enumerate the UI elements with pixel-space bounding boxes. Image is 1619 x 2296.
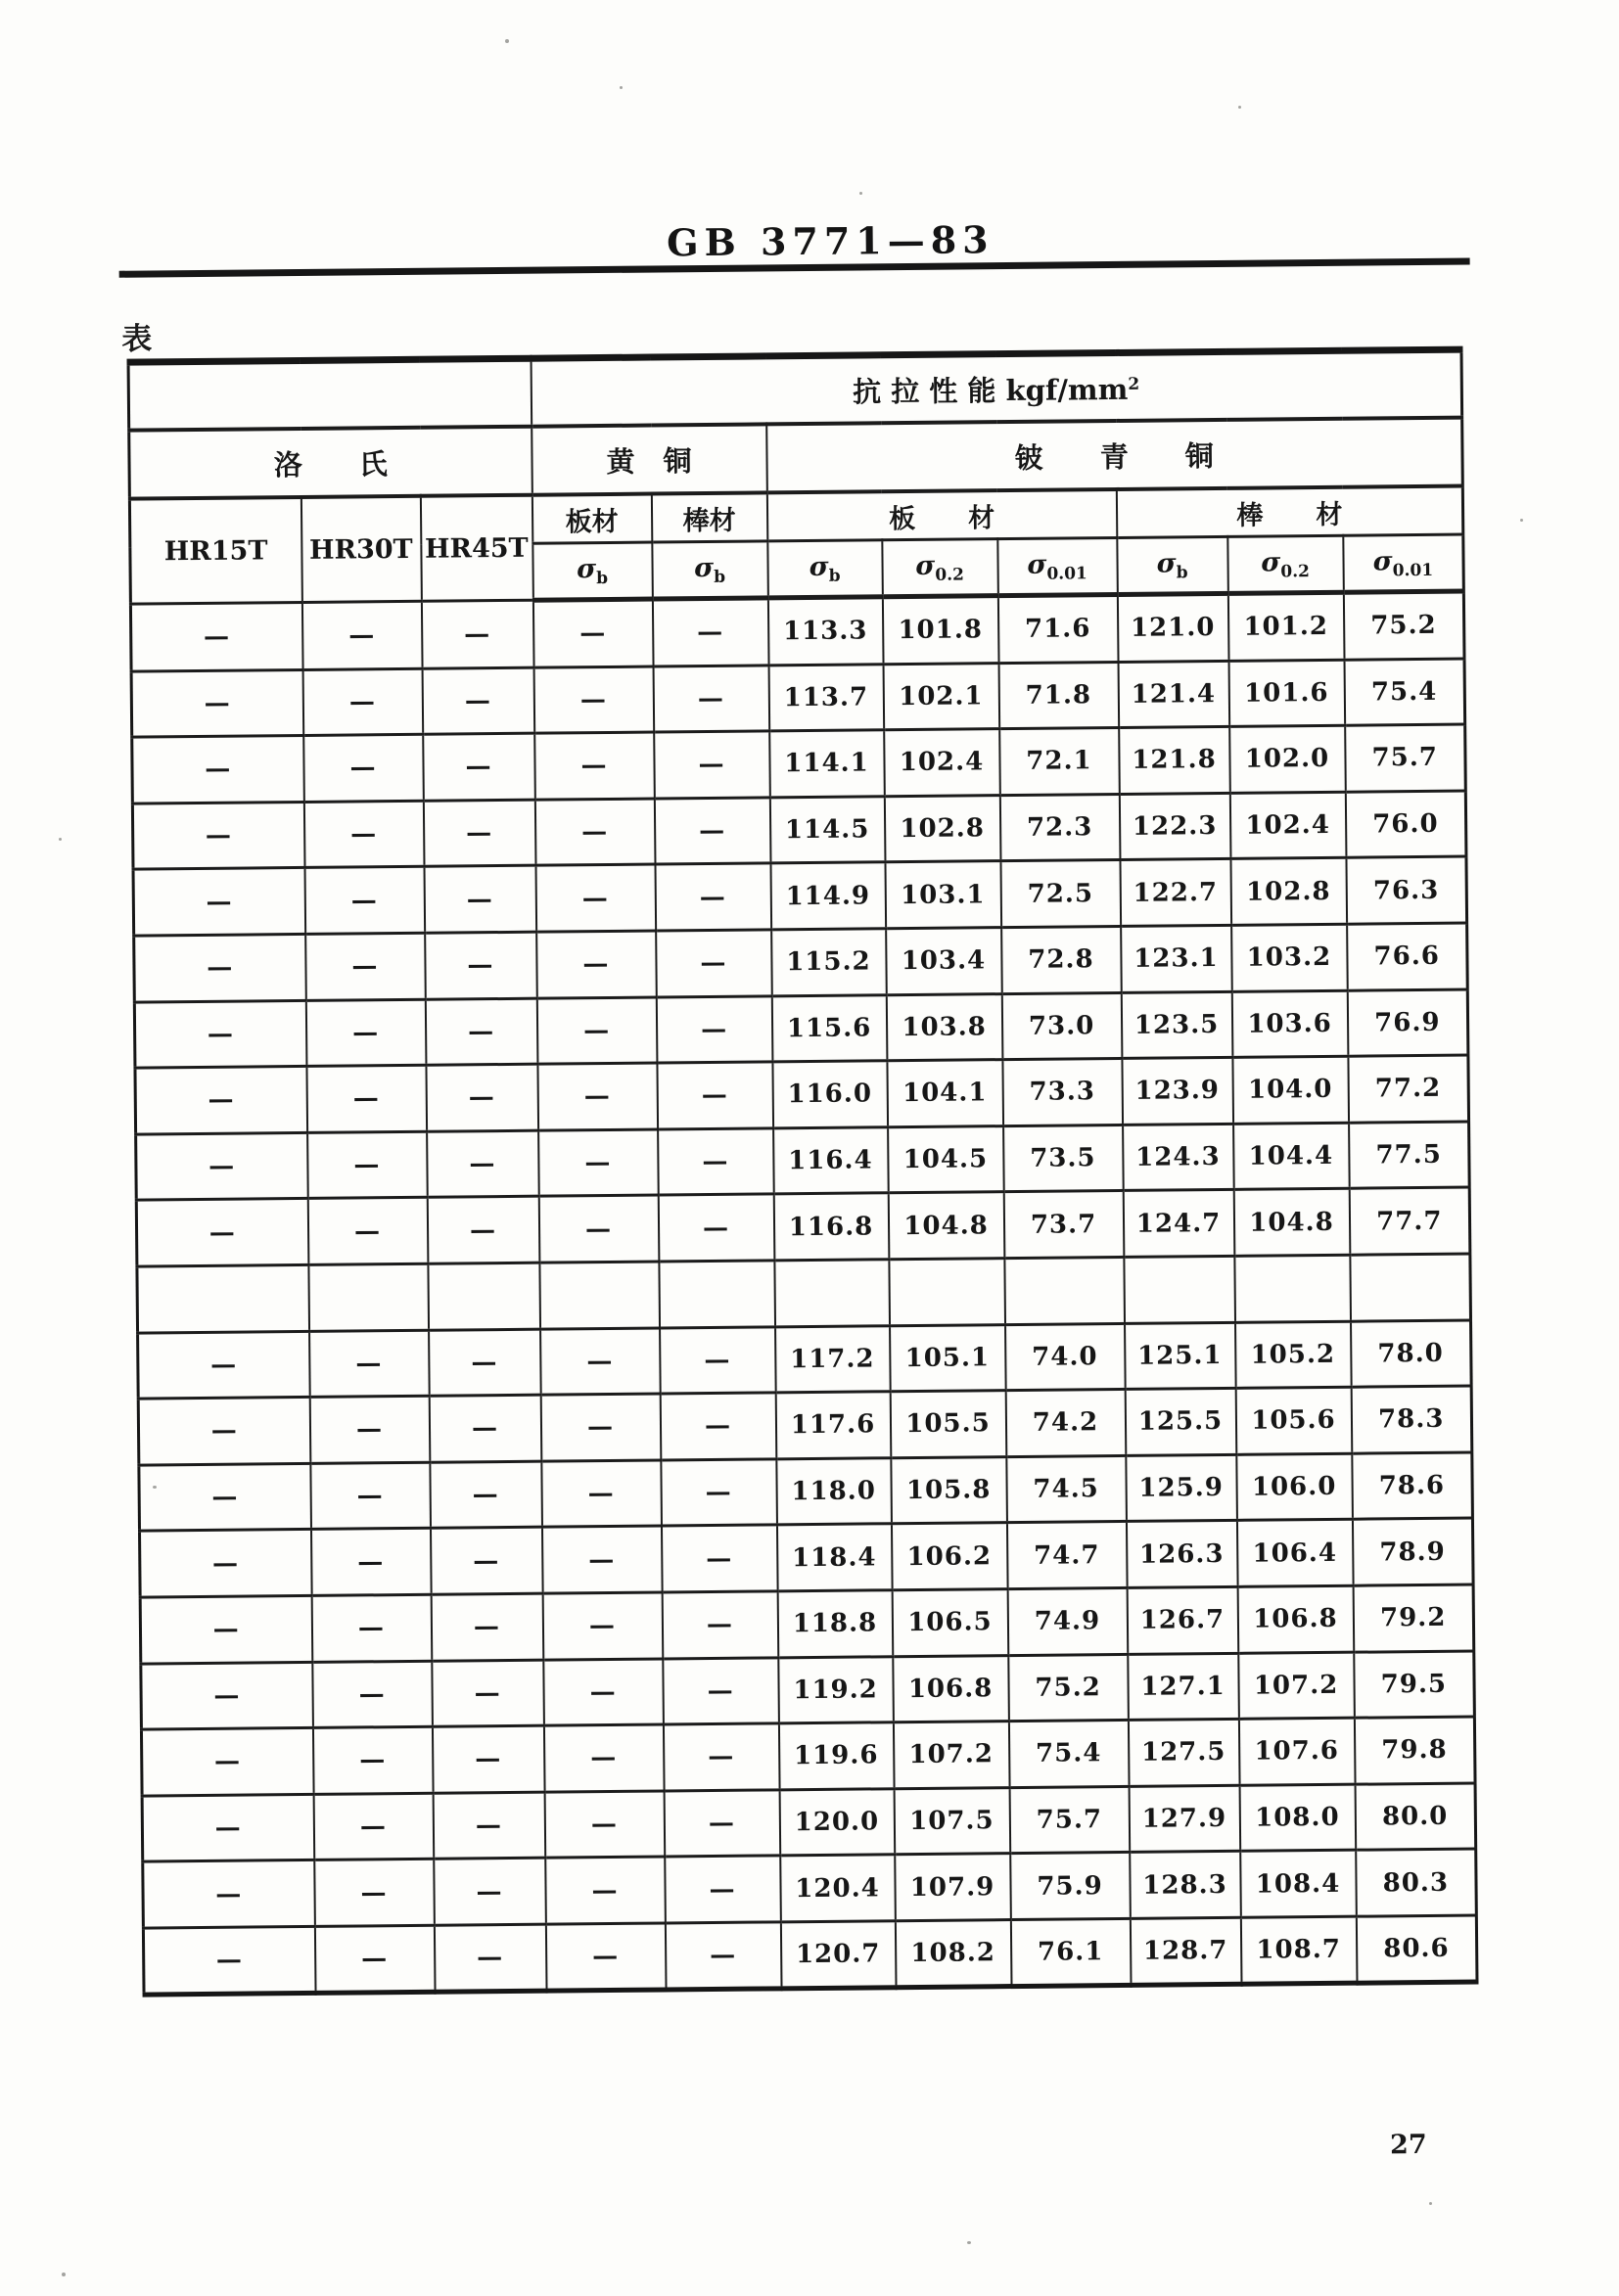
table-cell: —: [541, 1460, 662, 1528]
table-cell: 74.9: [1007, 1587, 1128, 1655]
table-cell: —: [131, 669, 303, 737]
table-cell: 123.1: [1121, 925, 1232, 992]
scan-speckle: [59, 838, 62, 841]
table-cell: 105.1: [890, 1324, 1006, 1392]
table-cell: 118.8: [777, 1590, 893, 1658]
table-cell: —: [302, 668, 423, 736]
table-cell: 76.6: [1347, 923, 1468, 990]
table-cell: 118.4: [776, 1524, 892, 1591]
table-cell: —: [544, 1791, 665, 1859]
table-cell: —: [429, 1395, 541, 1462]
table-label: 表: [121, 321, 153, 357]
table-cell: 75.7: [1345, 724, 1466, 792]
table-cell: —: [538, 1129, 659, 1197]
table-cell: 127.9: [1129, 1785, 1240, 1853]
table-cell: —: [658, 1128, 774, 1196]
table-cell: 101.6: [1228, 660, 1345, 727]
table-cell: 118.0: [776, 1457, 892, 1525]
table-cell: 107.2: [893, 1722, 1009, 1789]
table-cell: 72.1: [999, 728, 1120, 796]
table-cell: 122.3: [1119, 793, 1230, 860]
table-cell: 123.9: [1122, 1058, 1233, 1125]
sigma-b-header: $\sigma_b$: [532, 542, 653, 600]
table-cell: —: [665, 1922, 781, 1991]
table-cell: —: [431, 1593, 543, 1661]
brass-sheet-header: 板材: [532, 494, 651, 544]
table-cell: —: [663, 1657, 779, 1724]
table-cell: 79.2: [1353, 1584, 1474, 1652]
table-cell: —: [655, 863, 771, 931]
table-cell: —: [545, 1857, 666, 1924]
table-cell: 102.0: [1229, 725, 1346, 793]
header-row-units: [128, 349, 1462, 431]
table-cell: 79.8: [1354, 1717, 1475, 1784]
table-cell: —: [425, 998, 537, 1066]
table-cell: —: [141, 1662, 313, 1729]
table-cell: —: [141, 1728, 313, 1796]
table-cell: 108.4: [1240, 1850, 1357, 1917]
table-cell: 104.5: [888, 1125, 1004, 1193]
table-cell: 101.8: [882, 596, 998, 665]
table-cell: —: [134, 934, 306, 1001]
table-cell: 106.8: [1237, 1585, 1354, 1653]
table-cell: —: [307, 1131, 428, 1199]
table-body: [130, 591, 1477, 1995]
table-cell: —: [534, 799, 655, 866]
table-cell: —: [303, 801, 424, 868]
bronze-rod-header: 棒 材: [1116, 486, 1463, 538]
table-cell: —: [314, 1925, 435, 1994]
brass-group-header: 黄 铜: [532, 424, 767, 494]
table-cell: 103.8: [886, 993, 1002, 1061]
table-cell: 105.6: [1235, 1387, 1352, 1454]
table-cell: 116.0: [772, 1061, 888, 1128]
table-cell: 123.5: [1121, 991, 1232, 1059]
table-cell: 120.7: [780, 1921, 896, 1990]
table-cell: —: [306, 1065, 427, 1132]
sigma-b-header: $\sigma_b$: [652, 541, 768, 599]
table-cell: 116.4: [773, 1126, 889, 1194]
table-cell: 76.0: [1345, 791, 1466, 858]
tensile-performance-label: 抗 拉 性 能 kgf/mm: [852, 372, 1129, 409]
table-cell: —: [136, 1199, 308, 1266]
table-cell: —: [537, 1063, 658, 1130]
table-cell: 75.2: [1343, 591, 1464, 660]
table-cell: —: [543, 1724, 664, 1792]
table-cell: 120.4: [780, 1855, 896, 1922]
brass-rod-header: 棒材: [651, 492, 766, 542]
table-cell: —: [140, 1530, 312, 1597]
rockwell-group-header: 洛 氏: [129, 427, 532, 499]
table-cell: 126.7: [1127, 1586, 1238, 1654]
table-cell: 120.0: [779, 1788, 895, 1856]
table-cell: 80.0: [1355, 1783, 1476, 1851]
table-cell: 121.4: [1118, 661, 1229, 728]
scan-speckle: [967, 2241, 971, 2244]
table-cell: 74.7: [1006, 1522, 1127, 1589]
table-cell: 107.6: [1238, 1718, 1355, 1785]
table-cell: —: [132, 736, 304, 804]
table-cell: 105.8: [891, 1456, 1007, 1524]
table-cell: —: [663, 1723, 779, 1791]
table-cell: —: [143, 1926, 315, 1995]
table-cell: 103.6: [1231, 990, 1348, 1058]
table-cell: 78.0: [1351, 1320, 1472, 1388]
table-cell: —: [429, 1329, 541, 1397]
column-header-hr30t: HR30T: [301, 496, 421, 603]
table-cell: 78.6: [1352, 1452, 1473, 1520]
table-cell: 75.7: [1009, 1786, 1130, 1854]
table-cell: —: [652, 598, 768, 666]
table-cell: —: [427, 1197, 539, 1264]
table-cell: 72.8: [1001, 926, 1122, 993]
table-cell: 108.0: [1239, 1784, 1356, 1852]
table-cell: —: [654, 731, 770, 799]
table-cell: —: [303, 734, 424, 802]
header-row-materials: [129, 418, 1463, 499]
scan-speckle: [153, 1486, 157, 1489]
table-cell: —: [543, 1658, 664, 1725]
table-cell: 71.6: [997, 594, 1118, 663]
table-cell: —: [309, 1396, 430, 1463]
table-cell: 77.2: [1348, 1055, 1469, 1123]
table-cell: 104.8: [888, 1192, 1004, 1260]
table-cell: 115.6: [771, 994, 887, 1062]
table-cell: 77.7: [1349, 1187, 1470, 1255]
table-cell: —: [432, 1660, 544, 1727]
table-cell: 104.4: [1233, 1123, 1350, 1190]
table-cell: 104.0: [1232, 1056, 1349, 1124]
scan-speckle: [62, 2273, 66, 2276]
table-cell: 75.4: [1344, 659, 1465, 726]
table-cell: 128.7: [1130, 1917, 1241, 1986]
table-cell: 119.6: [778, 1722, 894, 1790]
table-cell: 114.9: [770, 862, 886, 930]
scan-speckle: [620, 86, 623, 89]
table-cell: —: [656, 995, 772, 1063]
table-cell: 76.9: [1347, 989, 1468, 1057]
table-cell: [774, 1260, 890, 1327]
table-cell: —: [536, 931, 657, 998]
table-cell: —: [665, 1856, 781, 1923]
table-cell: —: [433, 1792, 545, 1860]
table-cell: —: [426, 1064, 538, 1131]
table-cell: —: [133, 868, 305, 936]
table-cell: 73.3: [1002, 1059, 1123, 1126]
table-cell: —: [540, 1394, 661, 1461]
table-cell: —: [138, 1331, 310, 1399]
table-cell: 107.2: [1238, 1652, 1355, 1720]
table-cell: —: [536, 997, 657, 1065]
table-cell: 107.5: [894, 1787, 1010, 1855]
table-cell: —: [305, 999, 426, 1067]
table-cell: 124.3: [1123, 1124, 1234, 1191]
table-cell: 104.1: [887, 1060, 1003, 1127]
table-cell: —: [533, 666, 654, 734]
table-cell: 108.2: [895, 1919, 1011, 1988]
table-cell: 79.5: [1354, 1651, 1475, 1719]
table-cell: [1004, 1257, 1125, 1324]
table-cell: 125.1: [1125, 1322, 1236, 1390]
table-cell: 113.3: [767, 597, 883, 666]
scan-speckle: [1238, 106, 1241, 109]
table-cell: 72.3: [999, 794, 1120, 861]
table-cell: 102.1: [883, 663, 999, 730]
table-cell: —: [661, 1459, 777, 1527]
table-cell: 75.9: [1010, 1853, 1131, 1920]
table-cell: 113.7: [768, 664, 884, 731]
table-cell: 103.2: [1231, 924, 1348, 991]
units-superscript: 2: [1128, 374, 1140, 394]
table-cell: 73.7: [1003, 1191, 1124, 1259]
table-cell: —: [427, 1130, 539, 1198]
table-cell: —: [545, 1923, 666, 1992]
table-cell: 78.9: [1352, 1518, 1473, 1585]
table-cell: —: [307, 1198, 428, 1265]
table-cell: 74.0: [1005, 1323, 1126, 1391]
table-cell: 80.6: [1356, 1915, 1477, 1984]
table-cell: —: [542, 1592, 663, 1660]
table-cell: —: [656, 930, 772, 997]
table-cell: —: [432, 1725, 544, 1793]
table-cell: 119.2: [778, 1656, 894, 1723]
table-cell: 127.5: [1128, 1719, 1239, 1786]
table-cell: 125.9: [1126, 1454, 1237, 1522]
tensile-performance-header: [531, 349, 1462, 427]
table-cell: —: [422, 667, 534, 735]
sigma-0-2-header: $\sigma_{0.2}$: [882, 539, 998, 597]
scan-speckle: [859, 192, 862, 195]
bronze-sheet-header: 板 材: [766, 489, 1116, 541]
table-cell: 75.4: [1008, 1721, 1129, 1788]
table-cell: —: [430, 1461, 542, 1529]
table-cell: 78.3: [1351, 1386, 1472, 1453]
table-cell: —: [130, 602, 302, 670]
table-cell: —: [658, 1194, 774, 1262]
table-cell: [1350, 1254, 1471, 1321]
table-cell: —: [423, 733, 535, 801]
table-cell: —: [139, 1463, 311, 1531]
table-cell: 121.0: [1117, 593, 1228, 662]
table-cell: 102.4: [884, 729, 1000, 797]
table-cell: —: [138, 1398, 310, 1465]
sigma-0-01-header: $\sigma_{0.01}$: [1343, 534, 1464, 592]
table-cell: 117.2: [775, 1325, 891, 1393]
table-cell: 106.2: [891, 1523, 1007, 1590]
table-cell: —: [312, 1661, 433, 1728]
sigma-0-2-header: $\sigma_{0.2}$: [1227, 535, 1344, 593]
scan-speckle: [1429, 2202, 1432, 2205]
table-cell: 102.4: [1229, 792, 1346, 859]
table-cell: [428, 1263, 540, 1330]
table-cell: 73.0: [1001, 992, 1122, 1060]
table-cell: —: [309, 1330, 430, 1398]
table-cell: —: [660, 1393, 776, 1460]
table-cell: —: [304, 867, 425, 935]
table-cell: 107.9: [895, 1854, 1011, 1921]
table-cell: —: [538, 1195, 659, 1263]
table-cell: 116.8: [773, 1193, 889, 1261]
table-cell: [889, 1259, 1005, 1326]
table-cell: 127.1: [1128, 1653, 1239, 1721]
table-cell: [137, 1264, 309, 1332]
table-cell: 115.2: [771, 929, 887, 996]
column-header-hr45t: HR45T: [420, 495, 532, 602]
table-cell: —: [664, 1790, 780, 1858]
table-cell: 72.5: [1000, 860, 1121, 928]
table-cell: 75.2: [1008, 1654, 1129, 1722]
table-cell: 77.5: [1349, 1122, 1470, 1189]
table-cell: —: [301, 601, 422, 669]
table-cell: —: [532, 599, 653, 667]
table-cell: 71.8: [998, 662, 1119, 729]
table-cell: 106.4: [1236, 1520, 1353, 1587]
table-cell: [1124, 1256, 1235, 1323]
table-row: [130, 591, 1464, 671]
table-cell: 121.8: [1119, 727, 1230, 795]
beryllium-bronze-group-header: 铍 青 铜: [766, 418, 1463, 493]
table-cell: —: [542, 1526, 663, 1593]
table-cell: —: [134, 1000, 306, 1068]
table-cell: 73.5: [1003, 1125, 1124, 1192]
table-cell: —: [312, 1726, 433, 1794]
table-cell: —: [662, 1591, 778, 1659]
page-number: 27: [1389, 2130, 1427, 2161]
table-cell: [308, 1263, 429, 1331]
table-cell: [1234, 1255, 1351, 1322]
table-cell: [539, 1262, 660, 1329]
table-cell: [659, 1261, 775, 1328]
table-cell: 106.0: [1236, 1453, 1353, 1521]
standard-number-title: GB 3771—83: [666, 217, 995, 265]
table-cell: —: [140, 1595, 312, 1663]
scan-speckle: [505, 39, 509, 43]
table-cell: —: [311, 1529, 432, 1596]
table-cell: —: [132, 802, 304, 869]
table-cell: 108.7: [1240, 1916, 1357, 1985]
table-cell: 114.1: [769, 730, 885, 798]
table-cell: —: [311, 1594, 432, 1662]
table-cell: —: [654, 798, 770, 865]
tensile-properties-table: [127, 346, 1479, 1998]
table-cell: 76.1: [1010, 1918, 1131, 1987]
table-cell: —: [421, 600, 533, 668]
table-cell: —: [657, 1062, 773, 1129]
table-cell: 80.3: [1356, 1849, 1477, 1916]
sigma-b-header: $\sigma_b$: [1117, 536, 1228, 594]
table-cell: —: [535, 864, 656, 932]
table-cell: 104.8: [1233, 1189, 1350, 1257]
table-cell: 74.2: [1005, 1390, 1126, 1457]
table-cell: —: [423, 800, 535, 867]
table-cell: —: [310, 1462, 431, 1530]
sigma-b-header: $\sigma_b$: [767, 540, 883, 598]
table-cell: —: [314, 1860, 435, 1927]
table-cell: 102.8: [1230, 858, 1347, 926]
sigma-0-01-header: $\sigma_{0.01}$: [997, 537, 1118, 595]
table-cell: —: [136, 1132, 308, 1200]
table-cell: 122.7: [1120, 859, 1231, 927]
table-cell: —: [534, 732, 655, 800]
table-cell: 106.5: [892, 1588, 1008, 1656]
table-cell: 105.5: [890, 1391, 1006, 1458]
table-cell: 128.3: [1130, 1852, 1241, 1919]
table-cell: 124.7: [1123, 1190, 1234, 1258]
table-cell: 114.5: [769, 797, 885, 864]
table-cell: 103.4: [886, 928, 1002, 995]
table-cell: —: [424, 866, 536, 934]
table-cell: 106.8: [893, 1655, 1009, 1722]
table-cell: 76.3: [1346, 856, 1467, 924]
table-cell: 74.5: [1006, 1455, 1127, 1523]
column-header-hr15t: HR15T: [129, 497, 301, 604]
table-cell: —: [305, 933, 426, 1000]
table-cell: —: [425, 932, 537, 999]
table-cell: 103.1: [885, 861, 1001, 929]
table-row: [143, 1915, 1477, 1996]
table-cell: —: [434, 1924, 546, 1993]
table-cell: 105.2: [1235, 1321, 1352, 1389]
table-cell: —: [430, 1527, 542, 1594]
empty-corner-cell: [128, 358, 532, 430]
table-cell: 102.8: [884, 795, 1000, 862]
table-cell: —: [660, 1326, 776, 1394]
table-cell: —: [142, 1794, 314, 1861]
table-cell: —: [434, 1858, 546, 1925]
table-cell: —: [313, 1793, 434, 1860]
table-cell: —: [143, 1860, 315, 1928]
table-cell: —: [653, 665, 769, 732]
table-cell: —: [135, 1067, 307, 1134]
table-cell: 126.3: [1126, 1521, 1237, 1588]
scan-speckle: [1520, 519, 1523, 522]
table-cell: —: [661, 1525, 777, 1592]
table-cell: 101.2: [1227, 592, 1344, 661]
table-cell: —: [540, 1328, 661, 1396]
table-cell: 125.5: [1125, 1388, 1236, 1455]
table-cell: 117.6: [775, 1392, 891, 1459]
